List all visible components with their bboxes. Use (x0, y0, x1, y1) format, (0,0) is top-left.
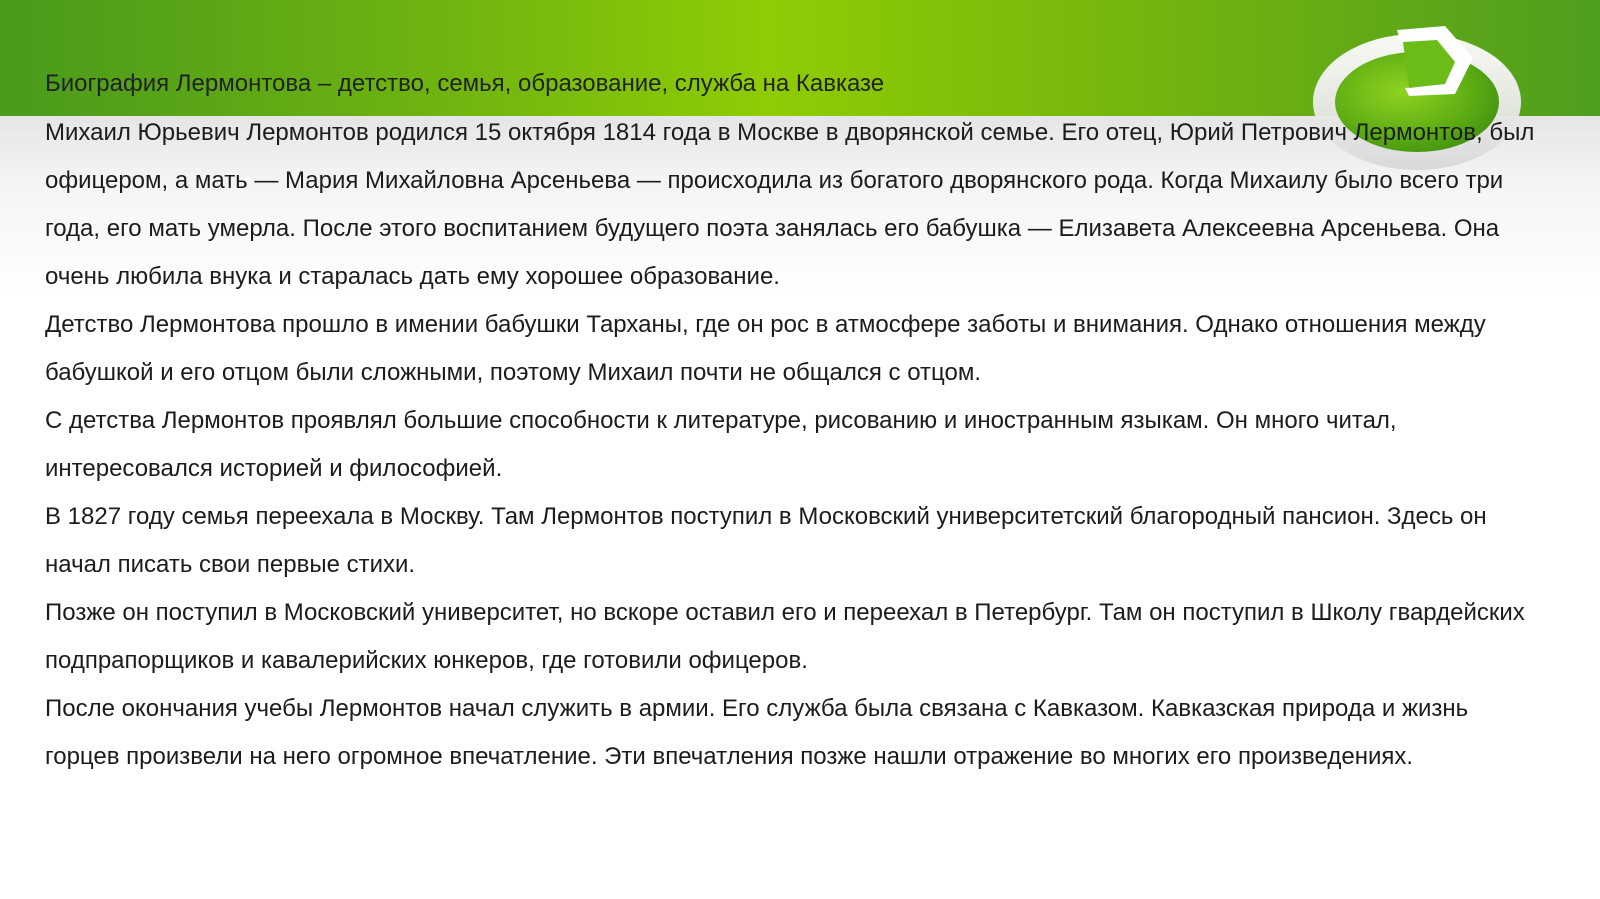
paragraph-petersburg: Позже он поступил в Московский университет, но вскоре оставил его и переехал в Петербург. Там он поступил в Школу гвардейских подпрапорщиков и кавалерийских юнкеров, где готовили офицеров. (45, 599, 1525, 674)
paragraph-birth-family: Михаил Юрьевич Лермонтов родился 15 октября 1814 года в Москве в дворянской семье. Его отец, Юрий Петрович Лермонтов, был офицером, а мать — Мария Михайловна Арсеньева — происходила из богатого дворянского рода. Когда Михаилу было всего три года, его мать умерла. После этого воспитанием будущего поэта занялась его бабушка — Елизавета Алексеевна Арсеньева. Она очень любила внука и старалась дать ему хорошее образование. (45, 119, 1535, 290)
paragraph-caucasus: После окончания учебы Лермонтов начал служить в армии. Его служба была связана с Кавказом. Кавказская природа и жизнь горцев произвели на него огромное впечатление. Эти впечатления позже нашли отражение во многих его произведениях. (45, 695, 1469, 770)
paragraph-moscow: В 1827 году семья переехала в Москву. Там Лермонтов поступил в Московский университетский благородный пансион. Здесь он начал писать свои первые стихи. (45, 503, 1487, 578)
slide-title: Биография Лермонтова – детство, семья, образование, служба на Кавказе (45, 70, 885, 97)
biography-text (45, 109, 1545, 781)
paragraph-childhood: Детство Лермонтова прошло в имении бабушки Тарханы, где он рос в атмосфере заботы и внимания. Однако отношения между бабушкой и его отцом были сложными, поэтому Михаил почти не общался с отцом. (45, 311, 1486, 386)
paragraph-abilities: С детства Лермонтов проявлял большие способности к литературе, рисованию и иностранным языкам. Он много читал, интересовался историей и философией. (45, 407, 1397, 482)
